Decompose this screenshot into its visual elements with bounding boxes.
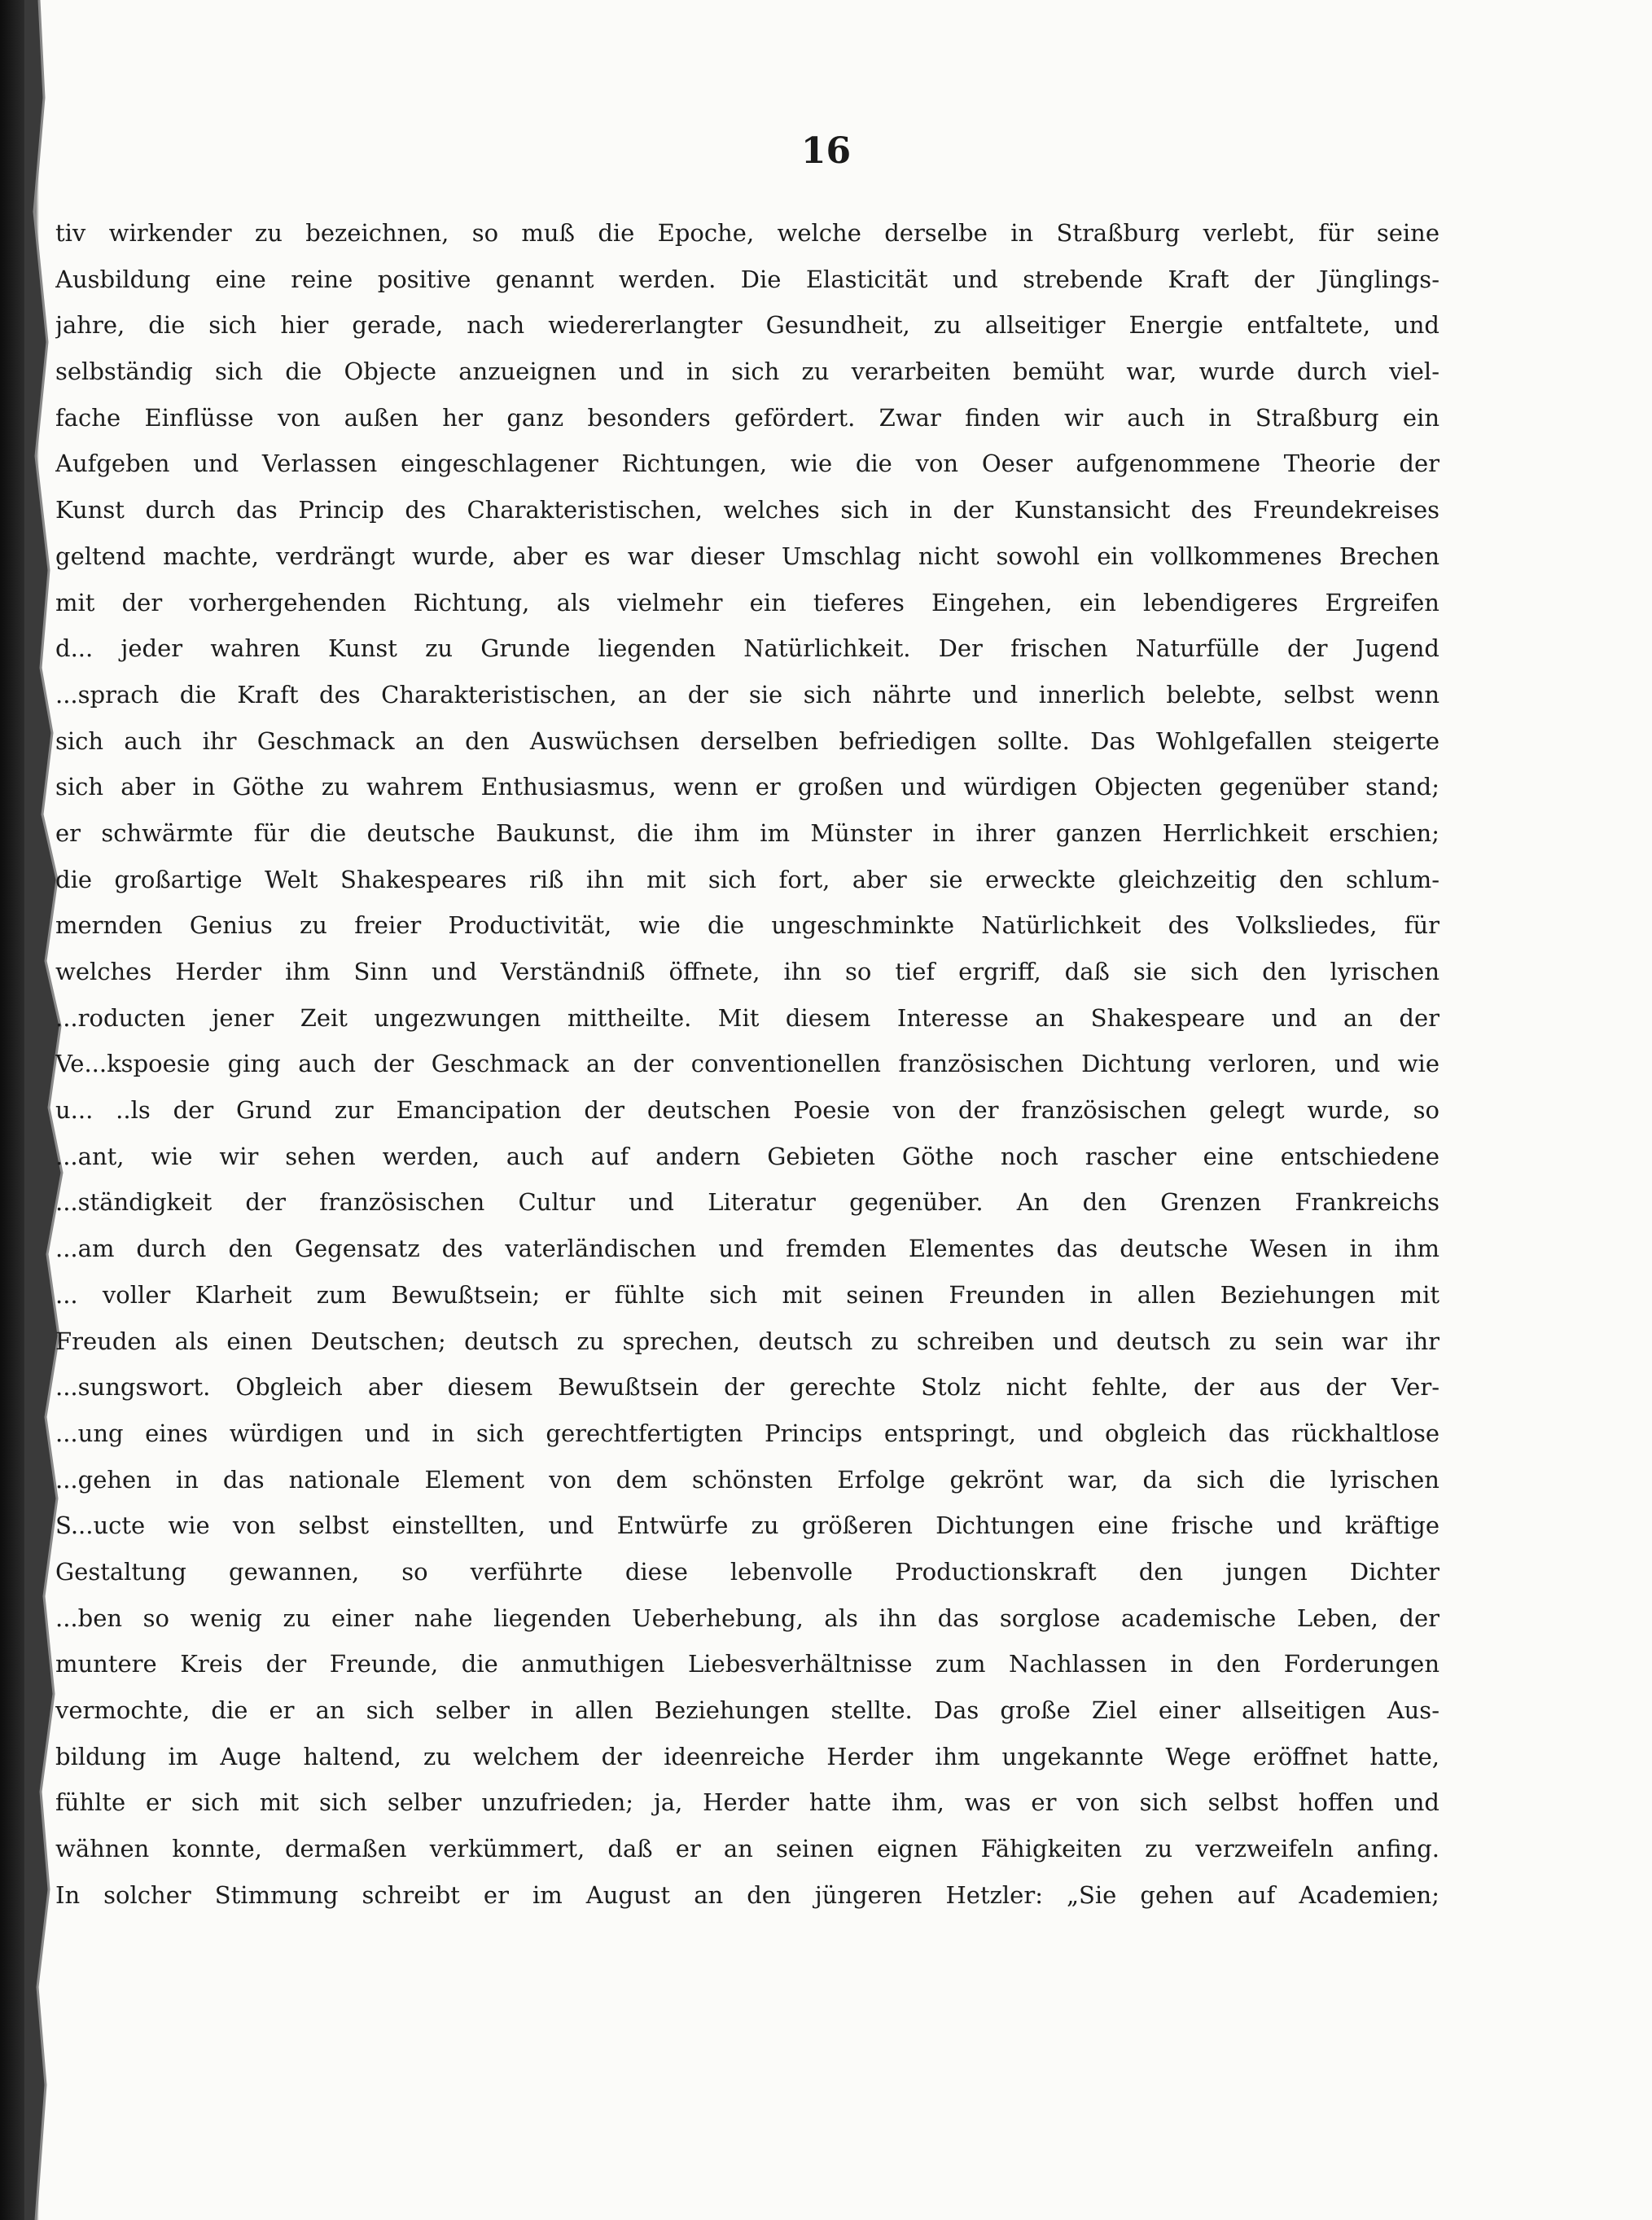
text-line: Freuden als einen Deutschen; deutsch zu sprechen, deutsch zu schreiben und deutsch zu sein war ihr xyxy=(55,1327,1439,1355)
text-line: ...sprach die Kraft des Charakteristischen, an der sie sich nährte und innerlich belebte, selbst wenn xyxy=(55,680,1439,709)
text-line: fache Einflüsse von außen her ganz besonders gefördert. Zwar finden wir auch in Straßburg ein xyxy=(55,403,1439,432)
text-line: ...ant, wie wir sehen werden, auch auf andern Gebieten Göthe noch rascher eine entschiedene xyxy=(55,1142,1439,1170)
text-line: er schwärmte für die deutsche Baukunst, die ihm im Münster in ihrer ganzen Herrlichkeit erschien; xyxy=(55,818,1439,847)
body-text xyxy=(55,210,1439,1918)
text-line: Aufgeben und Verlassen eingeschlagener Richtungen, wie die von Oeser aufgenommene Theorie der xyxy=(55,450,1439,478)
text-line: ...ben so wenig zu einer nahe liegenden Ueberhebung, als ihn das sorglose academische Leben, der xyxy=(55,1604,1439,1632)
text-line: u... ..ls der Grund zur Emancipation der deutschen Poesie von der französischen gelegt wurde, so xyxy=(55,1096,1439,1125)
text-line: selbständig sich die Objecte anzueignen und in sich zu verarbeiten bemüht war, wurde durch viel- xyxy=(55,358,1439,386)
text-line: S...ucte wie von selbst einstellten, und Entwürfe zu größeren Dichtungen eine frische und kräftige xyxy=(55,1511,1439,1540)
text-line: sich aber in Göthe zu wahrem Enthusiasmus, wenn er großen und würdigen Objecten gegenüber stand; xyxy=(55,773,1439,801)
text-line: Ve...kspoesie ging auch der Geschmack an der conventionellen französischen Dichtung verloren, und wie xyxy=(55,1050,1439,1078)
text-line: bildung im Auge haltend, zu welchem der ideenreiche Herder ihm ungekannte Wege eröffnet hatte, xyxy=(55,1742,1439,1770)
text-line: ...ung eines würdigen und in sich gerechtfertigten Princips entspringt, und obgleich das rückhaltlose xyxy=(55,1419,1439,1447)
text-line: vermochte, die er an sich selber in allen Beziehungen stellte. Das große Ziel einer allseitigen Aus- xyxy=(55,1696,1439,1724)
page-number: 16 xyxy=(800,130,852,172)
text-line: ...am durch den Gegensatz des vaterländischen und fremden Elementes das deutsche Wesen in ihm xyxy=(55,1235,1439,1263)
text-line: wähnen konnte, dermaßen verkümmert, daß er an seinen eignen Fähigkeiten zu verzweifeln anfing. xyxy=(55,1835,1439,1863)
text-line: mernden Genius zu freier Productivität, wie die ungeschminkte Natürlichkeit des Volksliedes, für xyxy=(55,911,1439,940)
text-line: ... voller Klarheit zum Bewußtsein; er fühlte sich mit seinen Freunden in allen Beziehungen mit xyxy=(55,1280,1439,1309)
text-line: d... jeder wahren Kunst zu Grunde liegenden Natürlichkeit. Der frischen Naturfülle der Jugend xyxy=(55,634,1439,663)
text-line: ...gehen in das nationale Element von dem schönsten Erfolge gekrönt war, da sich die lyrischen xyxy=(55,1465,1439,1494)
text-line: ...sungswort. Obgleich aber diesem Bewußtsein der gerechte Stolz nicht fehlte, der aus der Ver- xyxy=(55,1373,1439,1402)
text-line: muntere Kreis der Freunde, die anmuthigen Liebesverhältnisse zum Nachlassen in den Forderungen xyxy=(55,1650,1439,1678)
text-line: jahre, die sich hier gerade, nach wiedererlangter Gesundheit, zu allseitiger Energie entfaltete, und xyxy=(55,311,1439,340)
text-line: ...roducten jener Zeit ungezwungen mittheilte. Mit diesem Interesse an Shakespeare und an der xyxy=(55,1003,1439,1032)
text-line: welches Herder ihm Sinn und Verständniß öffnete, ihn so tief ergriff, daß sie sich den lyrischen xyxy=(55,958,1439,985)
text-line: Kunst durch das Princip des Charakteristischen, welches sich in der Kunstansicht des Freundekreises xyxy=(55,496,1439,524)
text-line: Gestaltung gewannen, so verführte diese lebenvolle Productionskraft den jungen Dichter xyxy=(55,1557,1439,1586)
text-line: fühlte er sich mit sich selber unzufrieden; ja, Herder hatte ihm, was er von sich selbst hoffen und xyxy=(55,1788,1439,1817)
text-line: mit der vorhergehenden Richtung, als vielmehr ein tieferes Eingehen, ein lebendigeres Ergreifen xyxy=(55,588,1439,616)
text-line: In solcher Stimmung schreibt er im August an den jüngeren Hetzler: „Sie gehen auf Academien; xyxy=(55,1880,1439,1909)
text-line: sich auch ihr Geschmack an den Auswüchsen derselben befriedigen sollte. Das Wohlgefallen steigerte xyxy=(55,726,1439,755)
text-line: Ausbildung eine reine positive genannt werden. Die Elasticität und strebende Kraft der Jünglings- xyxy=(55,265,1439,293)
text-line: die großartige Welt Shakespeares riß ihn mit sich fort, aber sie erweckte gleichzeitig den schlum- xyxy=(55,865,1439,893)
text-line: geltend machte, verdrängt wurde, aber es war dieser Umschlag nicht sowohl ein vollkommenes Brechen xyxy=(55,542,1439,570)
text-line: tiv wirkender zu bezeichnen, so muß die Epoche, welche derselbe in Straßburg verlebt, für seine xyxy=(55,219,1439,247)
text-line: ...ständigkeit der französischen Cultur und Literatur gegenüber. An den Grenzen Frankreichs xyxy=(55,1188,1439,1217)
